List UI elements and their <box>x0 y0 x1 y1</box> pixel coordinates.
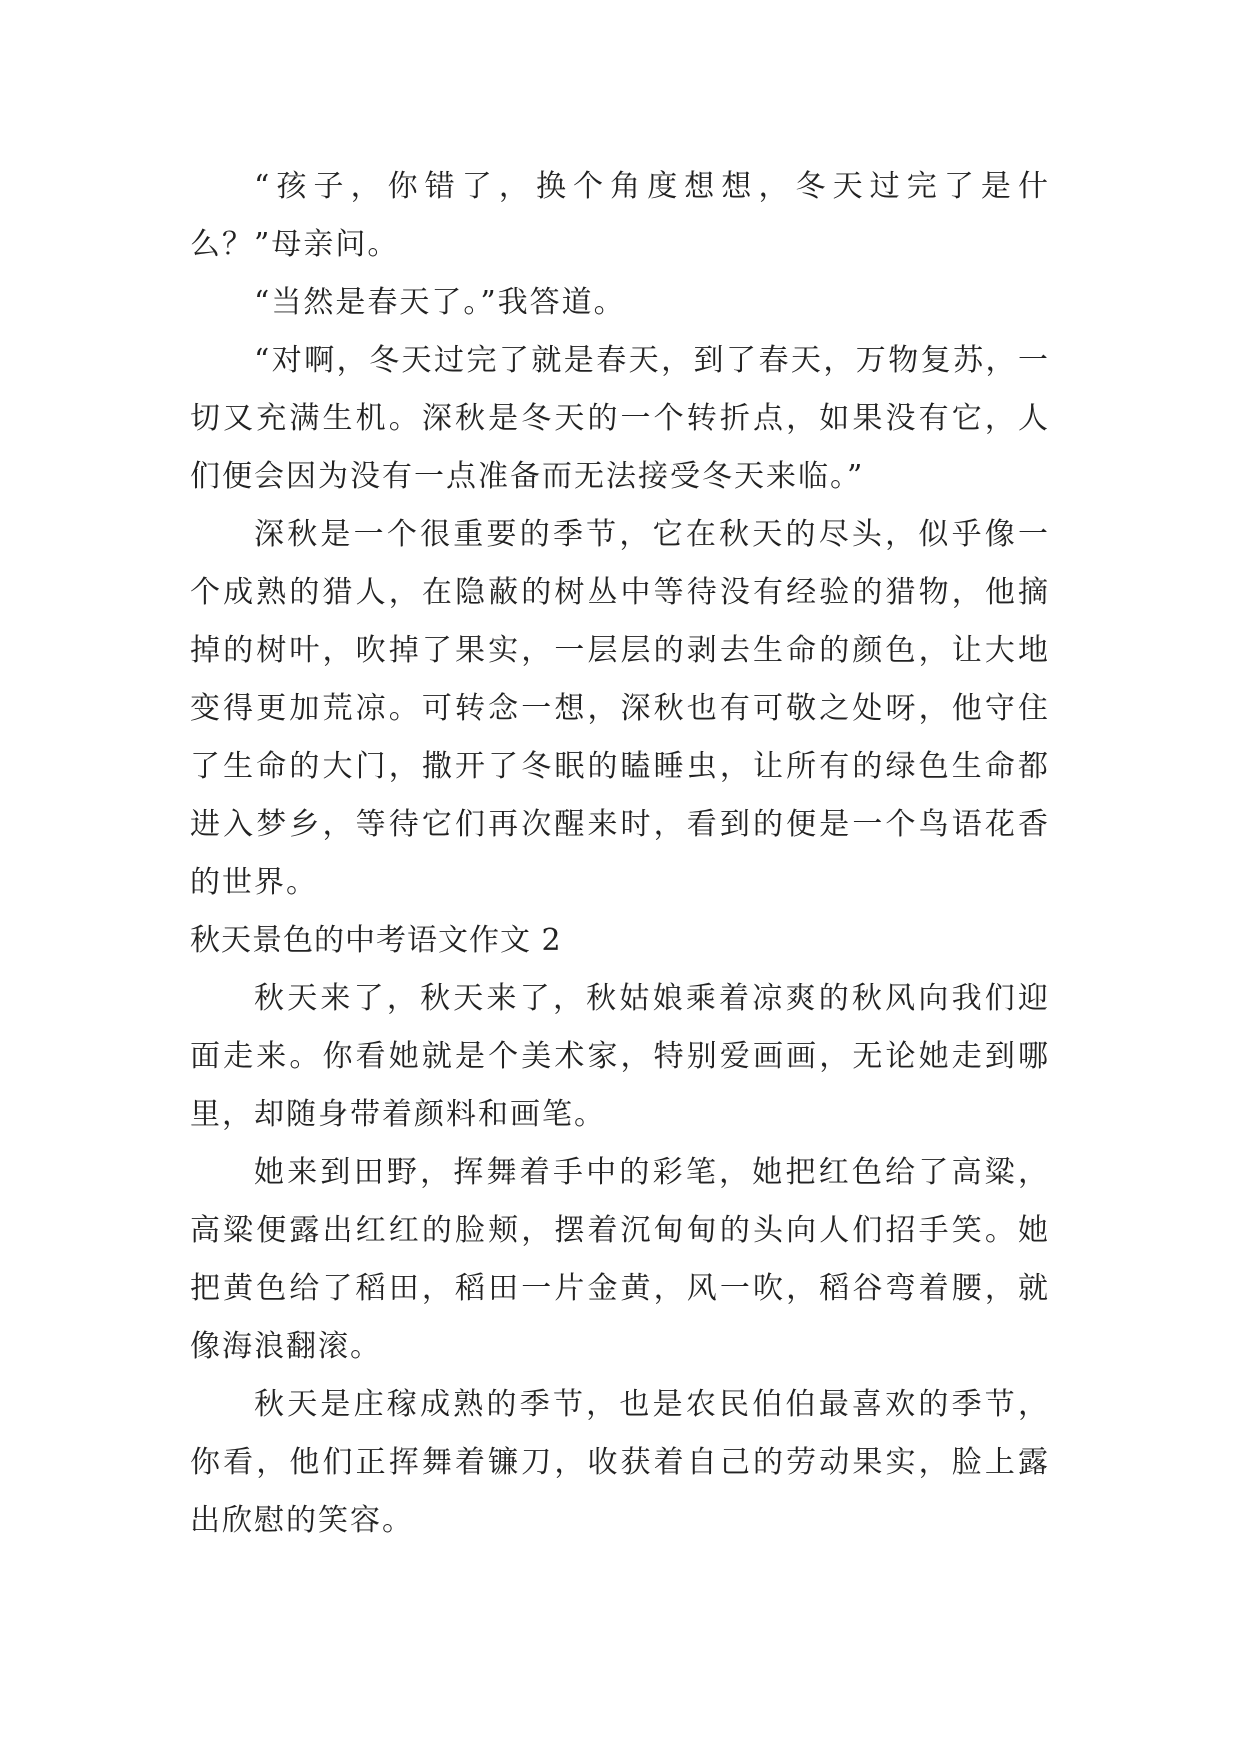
paragraph: “对啊，冬天过完了就是春天，到了春天，万物复苏，一切又充满生机。深秋是冬天的一个转折点，如果没有它，人们便会因为没有一点准备而无法接受冬天来临。” <box>190 343 1050 494</box>
paragraph: 深秋是一个很重要的季节，它在秋天的尽头，似乎像一个成熟的猎人，在隐蔽的树丛中等待没有经验的猎物，他摘掉的树叶，吹掉了果实，一层层的剥去生命的颜色，让大地变得更加荒凉。可转念一想，深秋也有可敬之处呀，他守住了生命的大门，撒开了冬眠的瞌睡虫，让所有的绿色生命都进入梦乡，等待它们再次醒来时，看到的便是一个鸟语花香的世界。 <box>190 517 1050 900</box>
paragraph: 她来到田野，挥舞着手中的彩笔，她把红色给了高粱，高粱便露出红红的脸颊，摆着沉甸甸的头向人们招手笑。她把黄色给了稻田，稻田一片金黄，风一吹，稻谷弯着腰，就像海浪翻滚。 <box>190 1155 1050 1364</box>
paragraph: “当然是春天了。”我答道。 <box>254 285 626 320</box>
paragraph: “孩子，你错了，换个角度想想，冬天过完了是什么？”母亲问。 <box>190 169 1050 262</box>
document-body <box>190 158 1050 1550</box>
paragraph: 秋天来了，秋天来了，秋姑娘乘着凉爽的秋风向我们迎面走来。你看她就是个美术家，特别爱画画，无论她走到哪里，却随身带着颜料和画笔。 <box>190 981 1050 1132</box>
paragraph: 秋天是庄稼成熟的季节，也是农民伯伯最喜欢的季节，你看，他们正挥舞着镰刀，收获着自己的劳动果实，脸上露出欣慰的笑容。 <box>190 1387 1050 1538</box>
section-title: 秋天景色的中考语文作文 2 <box>190 923 562 958</box>
